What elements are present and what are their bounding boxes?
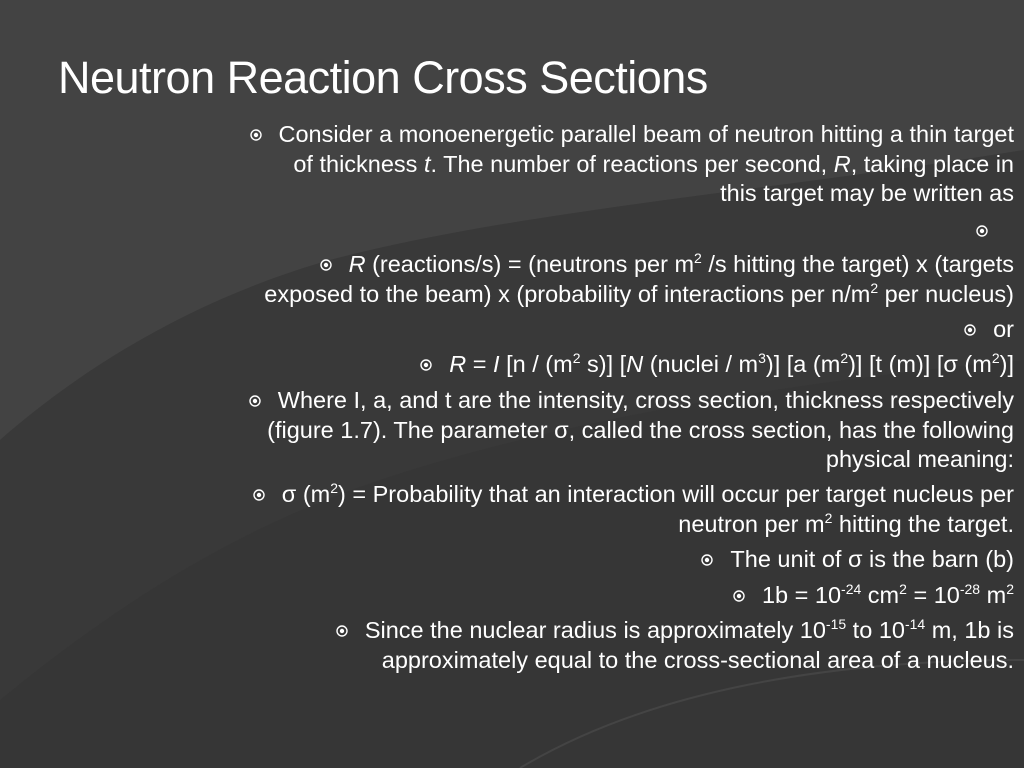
- text-run: m: [980, 582, 1007, 608]
- text-run: neutron per m: [678, 510, 825, 537]
- text-run: hitting the target.: [832, 510, 1014, 537]
- text-run: cm: [861, 582, 900, 608]
- text-run: . The number of reactions per second,: [430, 150, 834, 177]
- text-run: )] [a (m: [765, 351, 841, 377]
- superscript: -28: [959, 581, 981, 597]
- superscript: 2: [899, 581, 907, 597]
- superscript: 2: [330, 480, 339, 496]
- italic-var: R: [833, 150, 851, 177]
- text-run: per nucleus): [878, 280, 1014, 307]
- circled-dot-bullet-icon: [336, 625, 348, 637]
- text-run: )]: [999, 351, 1014, 377]
- bullet-sigma: [30, 480, 1014, 539]
- bullet-text: The unit of σ is the barn (b): [730, 546, 1014, 572]
- superscript: -14: [904, 616, 926, 632]
- bullet-text: Consider a monoenergetic parallel beam of neutron hitting a thin target: [278, 121, 1014, 147]
- bullet-unit: [701, 545, 1014, 575]
- text-run: σ (m: [281, 481, 331, 507]
- text-run: of thickness: [293, 150, 424, 177]
- bullet-text: or: [993, 316, 1014, 342]
- bullet-barn: [733, 581, 1014, 611]
- superscript: 2: [840, 350, 849, 366]
- text-run: (nuclei / m: [643, 351, 759, 377]
- bullet-text: Where I, a, and t are the intensity, cross section, thickness respectively: [277, 387, 1014, 413]
- circled-dot-bullet-icon: [253, 489, 265, 501]
- superscript: 2: [1006, 581, 1014, 597]
- circled-dot-bullet-icon: [320, 259, 332, 271]
- bullet-text: approximately equal to the cross-sectional area of a nucleus.: [381, 646, 1014, 673]
- text-run: )] [t (m)] [σ (m: [848, 351, 992, 377]
- italic-var: R: [348, 251, 366, 277]
- text-run: to 10: [846, 617, 905, 643]
- circled-dot-bullet-icon: [976, 225, 988, 237]
- superscript: -15: [825, 616, 847, 632]
- text-run: /s hitting the target) x (targets: [701, 251, 1014, 277]
- circled-dot-bullet-icon: [733, 590, 745, 602]
- circled-dot-bullet-icon: [250, 129, 262, 141]
- text-run: ) = Probability that an interaction will occur per target nucleus per: [338, 481, 1014, 507]
- bullet-radius: [120, 616, 1014, 675]
- superscript: 3: [758, 350, 766, 366]
- bullet-text: physical meaning:: [825, 446, 1014, 472]
- italic-var: N: [626, 351, 644, 377]
- text-run: 1b = 10: [761, 582, 842, 608]
- italic-var: I: [493, 351, 500, 377]
- slide-title: Neutron Reaction Cross Sections: [58, 52, 708, 103]
- text-run: s)] [: [580, 351, 627, 377]
- superscript: 2: [870, 279, 879, 296]
- text-run: = 10: [906, 582, 960, 608]
- bullet-or: [964, 315, 1014, 345]
- text-run: =: [466, 351, 494, 377]
- text-run: (reactions/s) = (neutrons per m: [365, 251, 695, 277]
- circled-dot-bullet-icon: [249, 395, 261, 407]
- bullet-where: [30, 386, 1014, 475]
- text-run: [n / (m: [499, 351, 573, 377]
- superscript: 2: [991, 350, 1000, 366]
- text-run: exposed to the beam) x (probability of interactions per n/m: [264, 280, 871, 307]
- bullet-formula: [420, 350, 1014, 380]
- circled-dot-bullet-icon: [420, 359, 432, 371]
- circled-dot-bullet-icon: [964, 324, 976, 336]
- bullet-consider: [40, 120, 1014, 209]
- superscript: -24: [841, 581, 862, 597]
- text-run: , taking place in: [850, 150, 1014, 177]
- bullet-text: this target may be written as: [720, 180, 1014, 206]
- superscript: 2: [824, 509, 833, 526]
- superscript: 2: [572, 350, 581, 366]
- circled-dot-bullet-icon: [701, 554, 713, 566]
- bullet-r-definition: [40, 250, 1014, 309]
- italic-var: t: [423, 150, 431, 177]
- text-run: Since the nuclear radius is approximately 10: [364, 617, 826, 643]
- italic-var: R: [449, 351, 467, 377]
- superscript: 2: [694, 250, 702, 266]
- bullet-empty: [976, 216, 1014, 246]
- text-run: m, 1b is: [925, 617, 1014, 643]
- bullet-text: (figure 1.7). The parameter σ, called the cross section, has the following: [267, 416, 1014, 443]
